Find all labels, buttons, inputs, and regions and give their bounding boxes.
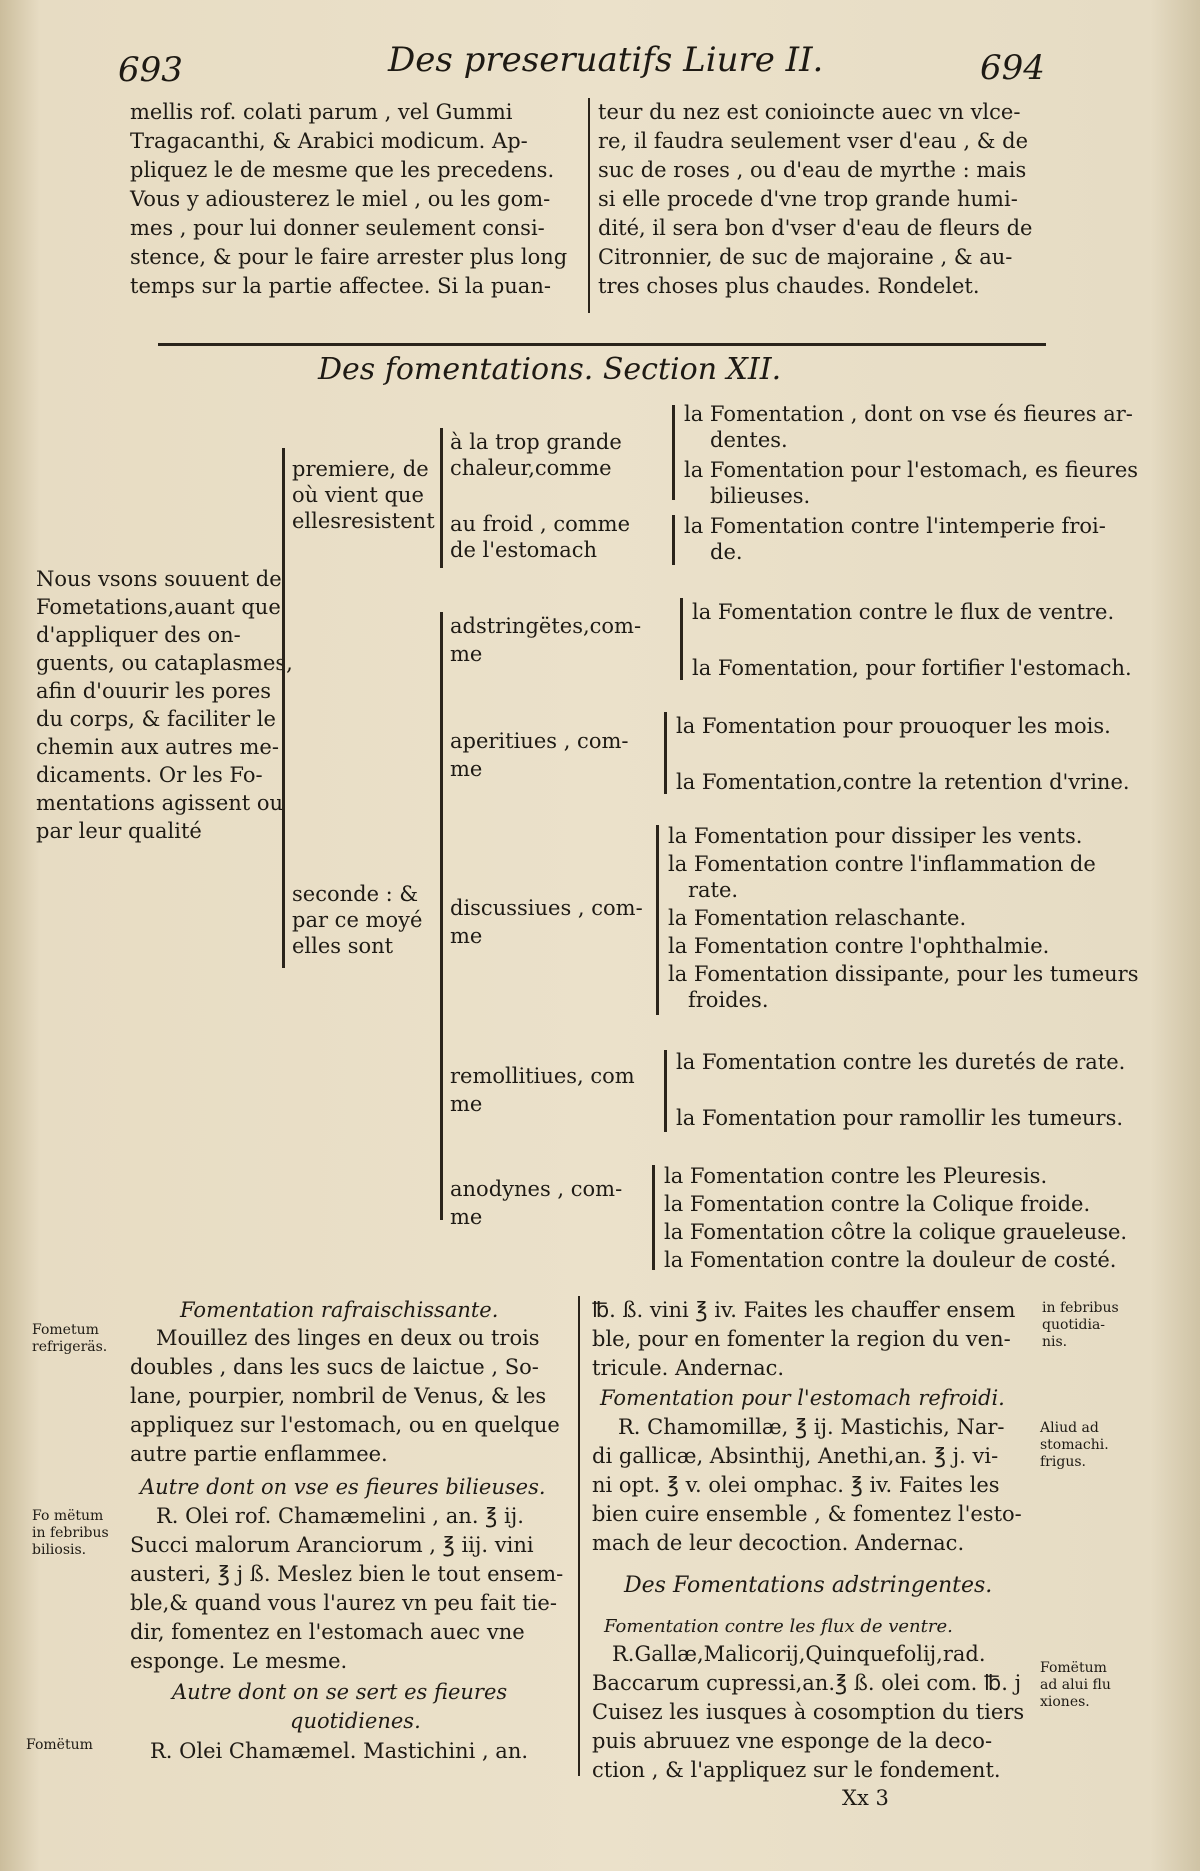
text-line: la Fomentation contre l'inflammation de xyxy=(668,852,1096,876)
text-line: mentations agissent ou xyxy=(36,791,284,815)
text-line: mes , pour lui donner seulement consi- xyxy=(130,216,545,240)
text-line: la Fomentation pour ramollir les tumeurs. xyxy=(676,1106,1124,1130)
text-line: elles sont xyxy=(292,934,394,958)
text-line: nis. xyxy=(1042,1334,1068,1350)
text-line: puis abruuez vne esponge de la deco- xyxy=(592,1729,993,1753)
text-line: ad alui flu xyxy=(1040,1677,1111,1693)
subheading: Autre dont on vse es fieures bilieuses. xyxy=(140,1475,546,1499)
text-line: mellis rof. colati parum , vel Gummi xyxy=(130,100,513,124)
text-line: Fo mëtum xyxy=(32,1508,104,1524)
text-line: la Fomentation , dont on vse és fieures ar- xyxy=(684,402,1133,426)
text-line: mach de leur decoction. Andernac. xyxy=(592,1531,965,1555)
text-line: Baccarum cupressi,an.℥ ß. olei com. ℔. j xyxy=(592,1671,1022,1695)
text-line: adstringëtes,com- xyxy=(450,614,642,638)
text-line: Citronnier, de suc de majoraine , & au- xyxy=(598,245,1013,269)
text-line: re, il faudra seulement vser d'eau , & de xyxy=(598,129,1029,153)
text-line: ble,& quand vous l'aurez vn peu fait tie- xyxy=(130,1591,557,1615)
text-line: la Fomentation contre l'intemperie froi- xyxy=(684,514,1106,538)
text-line: la Fomentation contre la Colique froide. xyxy=(664,1192,1091,1216)
text-line: me xyxy=(450,924,483,948)
text-line: Aliud ad xyxy=(1040,1420,1099,1436)
text-line: aperitiues , com- xyxy=(450,729,629,753)
text-line: si elle procede d'vne trop grande humi- xyxy=(598,187,1018,211)
text-line: rate. xyxy=(688,878,739,902)
subheading: Fomentation pour l'estomach refroidi. xyxy=(600,1386,1005,1410)
brace xyxy=(664,712,667,794)
text-line: xiones. xyxy=(1040,1694,1090,1710)
text-line: R.Gallæ,Malicorij,Quinquefolij,rad. xyxy=(612,1642,986,1666)
brace xyxy=(440,428,443,568)
brace xyxy=(664,1050,667,1132)
text-line: Fomëtum xyxy=(1040,1660,1107,1676)
text-line: Mouillez des linges en deux ou trois xyxy=(156,1326,540,1350)
text-line: austeri, ℥ j ß. Meslez bien le tout ensem- xyxy=(130,1562,564,1586)
text-line: frigus. xyxy=(1040,1454,1086,1470)
section-title: Des fomentations. Section XII. xyxy=(318,352,782,387)
text-line: quotidia- xyxy=(1042,1317,1106,1333)
subheading: Fomentation rafraischissante. xyxy=(180,1298,499,1322)
text-line: la Fomentation dissipante, pour les tumeurs xyxy=(668,962,1139,986)
brace xyxy=(282,448,285,968)
text-line: froides. xyxy=(688,988,769,1012)
running-title: Des preseruatifs Liure II. xyxy=(388,40,824,80)
text-line: remollitiues, com xyxy=(450,1064,635,1088)
text-line: à la trop grande xyxy=(450,430,622,454)
text-line: où vient que xyxy=(292,483,424,507)
text-line: me xyxy=(450,642,483,666)
text-line: la Fomentation, pour fortifier l'estomach. xyxy=(692,656,1132,680)
text-line: afin d'ouurir les pores xyxy=(36,679,272,703)
text-line: ction , & l'appliquez sur le fondement. xyxy=(592,1758,1001,1782)
page-number-left: 693 xyxy=(118,50,183,90)
text-line: chaleur,comme xyxy=(450,456,612,480)
text-line: stence, & pour le faire arrester plus long xyxy=(130,245,568,269)
subheading: Fomentation contre les flux de ventre. xyxy=(604,1616,953,1637)
text-line: seconde : & xyxy=(292,882,419,906)
text-line: la Fomentation contre la douleur de costé. xyxy=(664,1248,1117,1272)
text-line: la Fomentation contre les duretés de rate. xyxy=(676,1050,1126,1074)
column-divider xyxy=(588,98,590,313)
text-line: me xyxy=(450,757,483,781)
text-line: premiere, de xyxy=(292,457,429,481)
text-line: dentes. xyxy=(710,428,788,452)
text-line: tres choses plus chaudes. Rondelet. xyxy=(598,274,980,298)
text-line: R. Chamomillæ, ℥ ij. Mastichis, Nar- xyxy=(618,1415,1005,1439)
text-line: lane, pourpier, nombril de Venus, & les xyxy=(130,1384,547,1408)
text-line: esponge. Le mesme. xyxy=(130,1649,348,1673)
text-line: R. Olei Chamæmel. Mastichini , an. xyxy=(150,1739,529,1763)
text-line: par ce moyé xyxy=(292,908,423,932)
text-line: Fometations,auant que xyxy=(36,595,281,619)
text-line: la Fomentation contre les Pleuresis. xyxy=(664,1164,1048,1188)
text-line: autre partie enflammee. xyxy=(130,1442,388,1466)
text-line: dicaments. Or les Fo- xyxy=(36,763,263,787)
signature-mark: Xx 3 xyxy=(842,1786,889,1810)
text-line: d'appliquer des on- xyxy=(36,623,241,647)
text-line: ℔. ß. vini ℥ iv. Faites les chauffer ensem xyxy=(592,1298,1016,1322)
text-line: dir, fomentez en l'estomach auec vne xyxy=(130,1620,525,1644)
text-line: la Fomentation contre l'ophthalmie. xyxy=(668,934,1050,958)
text-line: teur du nez est conioincte auec vn vlce- xyxy=(598,100,1021,124)
text-line: me xyxy=(450,1205,483,1229)
text-line: me xyxy=(450,1092,483,1116)
brace xyxy=(680,598,683,680)
text-line: du corps, & faciliter le xyxy=(36,707,276,731)
text-line: bilieuses. xyxy=(710,484,811,508)
text-line: guents, ou cataplasmes, xyxy=(36,651,293,675)
subheading: quotidienes. xyxy=(290,1709,421,1733)
text-line: stomachi. xyxy=(1040,1437,1109,1453)
text-line: la Fomentation pour prouoquer les mois. xyxy=(676,714,1111,738)
text-line: doubles , dans les sucs de laictue , So- xyxy=(130,1355,539,1379)
text-line: refrigeräs. xyxy=(32,1339,108,1355)
text-line: Fomëtum xyxy=(26,1737,93,1753)
text-line: Succi malorum Aranciorum , ℥ iij. vini xyxy=(130,1533,534,1557)
text-line: Fometum xyxy=(32,1322,99,1338)
subheading: Des Fomentations adstringentes. xyxy=(624,1573,993,1598)
column-divider xyxy=(578,1296,580,1776)
text-line: Nous vsons souuent de xyxy=(36,567,282,591)
text-line: ni opt. ℥ v. olei omphac. ℥ iv. Faites les xyxy=(592,1473,1000,1497)
text-line: par leur qualité xyxy=(36,819,202,843)
text-line: appliquez sur l'estomach, ou en quelque xyxy=(130,1413,560,1437)
subheading: Autre dont on se sert es fieures xyxy=(172,1680,508,1704)
text-line: discussiues , com- xyxy=(450,896,643,920)
text-line: anodynes , com- xyxy=(450,1177,623,1201)
text-line: de l'estomach xyxy=(450,538,598,562)
text-line: la Fomentation pour l'estomach, es fieures xyxy=(684,458,1139,482)
text-line: la Fomentation pour dissiper les vents. xyxy=(668,824,1083,848)
text-line: la Fomentation,contre la retention d'vrine. xyxy=(676,770,1130,794)
text-line: Tragacanthi, & Arabici modicum. Ap- xyxy=(130,129,528,153)
text-line: in febribus xyxy=(1042,1300,1119,1316)
text-line: temps sur la partie affectee. Si la puan- xyxy=(130,274,551,298)
text-line: de. xyxy=(710,540,743,564)
text-line: suc de roses , ou d'eau de myrthe : mais xyxy=(598,158,1027,182)
brace xyxy=(652,1165,655,1270)
text-line: di gallicæ, Absinthij, Anethi,an. ℥ j. vi- xyxy=(592,1444,999,1468)
text-line: chemin aux autres me- xyxy=(36,735,279,759)
text-line: Vous y adiousterez le miel , ou les gom- xyxy=(130,187,551,211)
section-rule xyxy=(158,343,1046,346)
text-line: dité, il sera bon d'vser d'eau de fleurs de xyxy=(598,216,1033,240)
text-line: la Fomentation contre le flux de ventre. xyxy=(692,600,1115,624)
text-line: la Fomentation relaschante. xyxy=(668,906,967,930)
text-line: tricule. Andernac. xyxy=(592,1356,785,1380)
text-line: ellesresistent xyxy=(292,509,435,533)
text-line: la Fomentation côtre la colique graueleuse. xyxy=(664,1220,1128,1244)
brace xyxy=(672,515,675,565)
text-line: au froid , comme xyxy=(450,512,631,536)
text-line: bien cuire ensemble , & fomentez l'esto- xyxy=(592,1502,1022,1526)
text-line: pliquez le de mesme que les precedens. xyxy=(130,158,555,182)
text-line: ble, pour en fomenter la region du ven- xyxy=(592,1327,1011,1351)
brace xyxy=(656,825,659,1015)
text-line: in febribus xyxy=(32,1525,109,1541)
text-line: Cuisez les iusques à cosomption du tiers xyxy=(592,1700,1025,1724)
text-line: biliosis. xyxy=(32,1542,87,1558)
page-number-right: 694 xyxy=(980,48,1045,88)
text-line: R. Olei rof. Chamæmelini , an. ℥ ij. xyxy=(156,1504,524,1528)
brace xyxy=(440,612,443,1220)
brace xyxy=(672,405,675,500)
